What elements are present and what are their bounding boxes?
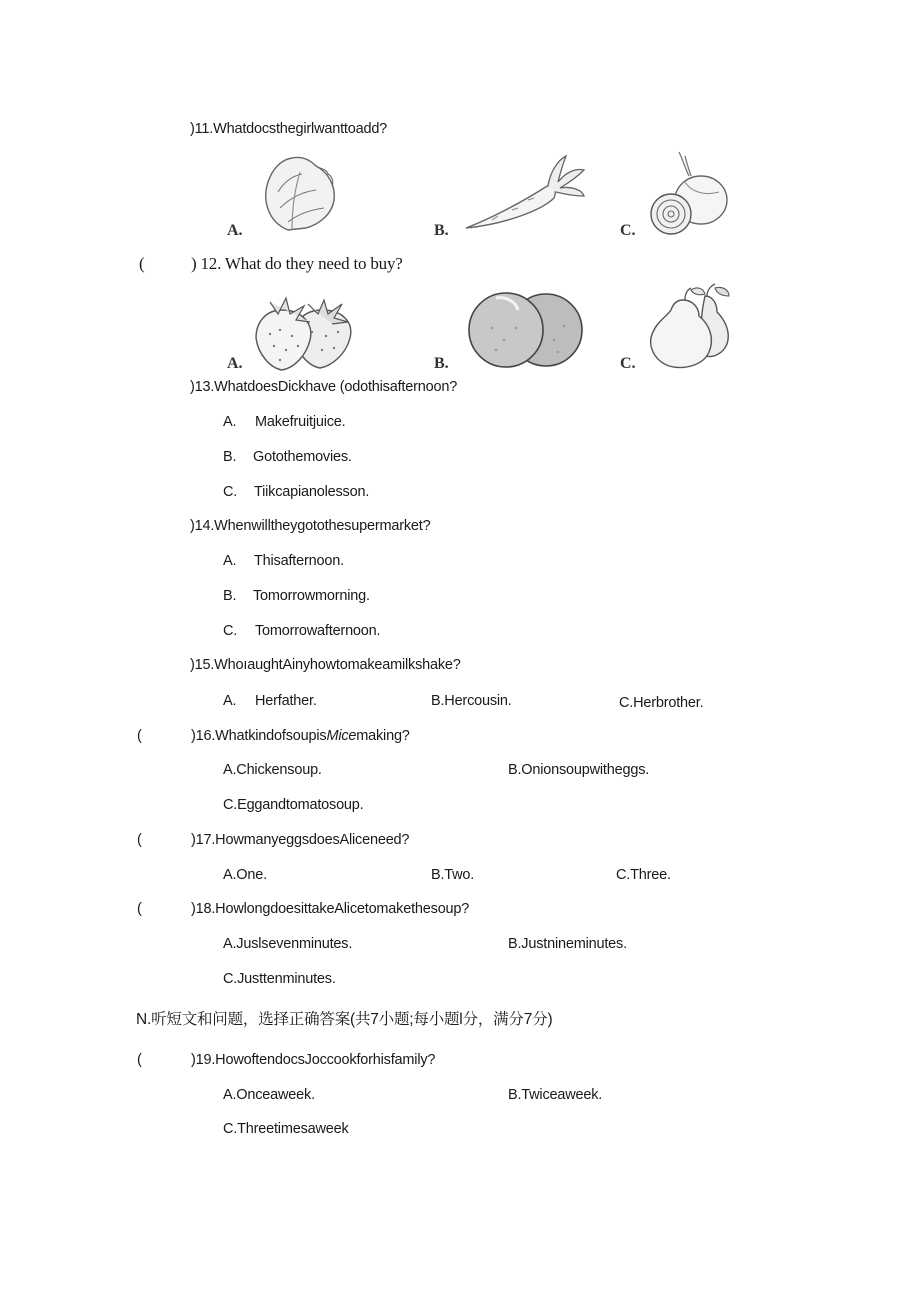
q16-question <box>191 727 410 745</box>
q13-option-b: Gotothemovies. <box>253 449 352 465</box>
q19-option-a: A.Onceaweek. <box>223 1087 315 1103</box>
q11-label-b: B. <box>434 222 449 239</box>
q18-option-c: C.Justtenminutes. <box>223 971 336 987</box>
q12-label-b: B. <box>434 355 449 372</box>
q13-option-c-letter: C. <box>223 484 238 500</box>
q14-option-a: Thisafternoon. <box>254 553 344 569</box>
q12-label-c: C. <box>620 355 636 372</box>
q16-option-a: A.Chickensoup. <box>223 762 322 778</box>
q15-option-a: Herfather. <box>255 693 317 709</box>
q17-paren: ( <box>137 832 142 848</box>
q14-option-c-letter: C. <box>223 623 238 639</box>
q19-option-c: C.Threetimesaweek <box>223 1121 349 1137</box>
q11-question: )11.Whatdocsthegirlwanttoadd? <box>190 121 388 137</box>
q15-option-b: B.Hercousin. <box>431 693 512 709</box>
q13-question: )13.WhatdoesDickhave (odothisafternoon? <box>190 379 458 395</box>
strawberries-icon <box>252 292 362 372</box>
q16-paren: ( <box>137 728 142 744</box>
carrot-icon <box>462 150 590 236</box>
q14-question: )14.Whenwilltheygotothesupermarket? <box>190 518 431 534</box>
q15-option-c: C.Herbrother. <box>619 695 704 711</box>
onion-icon <box>645 148 731 240</box>
q13-option-c: Tiikcapianolesson. <box>254 484 370 500</box>
q16-option-b: B.Onionsoupwitheggs. <box>508 762 650 778</box>
q14-option-a-letter: A. <box>223 553 237 569</box>
q18-paren: ( <box>137 901 142 917</box>
lettuce-icon <box>258 152 340 234</box>
q17-option-b: B.Two. <box>431 867 475 883</box>
q17-question: )17.HowmanyeggsdoesAliceneed? <box>191 832 410 848</box>
q12-paren: ( <box>139 254 145 273</box>
oranges-icon <box>466 288 584 370</box>
q12-question: ) 12. What do they need to buy? <box>191 254 403 273</box>
q14-option-b-letter: B. <box>223 588 237 604</box>
q16-option-c: C.Eggandtomatosoup. <box>223 797 364 813</box>
q15-option-a-letter: A. <box>223 693 237 709</box>
q11-label-c: C. <box>620 222 636 239</box>
q13-option-b-letter: B. <box>223 449 237 465</box>
q19-option-b: B.Twiceaweek. <box>508 1087 603 1103</box>
q18-option-b: B.Justnineminutes. <box>508 936 627 952</box>
q18-option-a: A.Juslsevenminutes. <box>223 936 353 952</box>
q17-option-c: C.Three. <box>616 867 671 883</box>
q19-paren: ( <box>137 1052 142 1068</box>
q14-option-c: Tomorrowafternoon. <box>255 623 381 639</box>
q19-question: )19.HowoftendocsJoccookforhisfamily? <box>191 1052 436 1068</box>
q16-question-post: making? <box>356 728 410 744</box>
q15-question: )15.WhoıaughtAinyhowtomakeamilkshake? <box>190 657 461 673</box>
q14-option-b: Tomorrowmorning. <box>253 588 370 604</box>
q16-question-italic: Mice <box>326 728 357 744</box>
q12-label-a: A. <box>227 355 243 372</box>
q16-question-pre: )16.Whatkindofsoupis <box>191 728 327 744</box>
q11-label-a: A. <box>227 222 243 239</box>
q13-option-a-letter: A. <box>223 414 237 430</box>
q17-option-a: A.One. <box>223 867 267 883</box>
q13-option-a: Makefruitjuice. <box>255 414 346 430</box>
q18-question: )18.HowlongdoesittakeAlicetomakethesoup? <box>191 901 470 917</box>
section-heading: N.听短文和问题，选择正确答案(共7小题;每小题l分，满分7分) <box>136 1011 553 1028</box>
pears-icon <box>645 282 733 372</box>
